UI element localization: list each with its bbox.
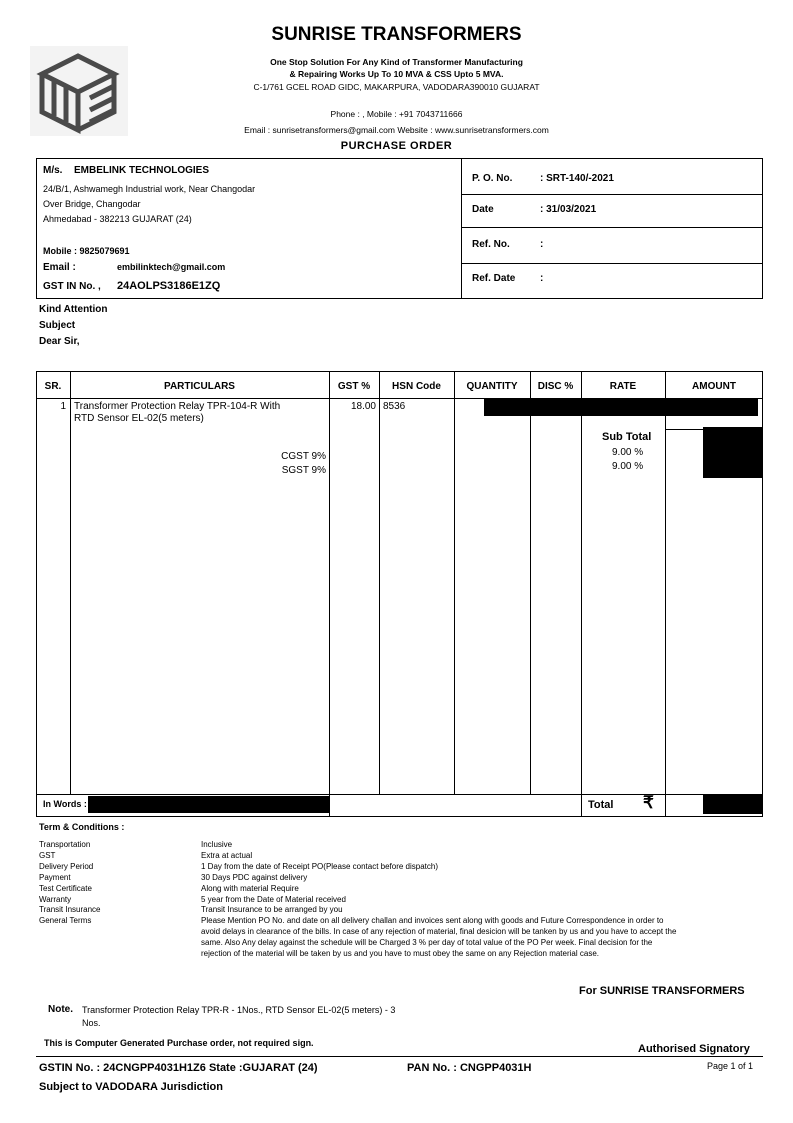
page-number: Page 1 of 1: [707, 1061, 754, 1071]
row-particulars-1: Transformer Protection Relay TPR-104-R With: [74, 401, 281, 412]
gstin-number: GSTIN No. : 24CNGPP4031H1Z6 State :GUJARAT (24): [39, 1062, 318, 1074]
header-quantity: QUANTITY: [466, 381, 518, 392]
row-gst: 18.00: [350, 401, 376, 412]
company-name: SUNRISE TRANSFORMERS: [271, 24, 522, 45]
po-number-value: : SRT-140/-2021: [540, 173, 614, 184]
general-term-line: avoid delays in clearance of the bills. In case of any rejection of material, final desicion will be tanken by us and you have to accept the: [201, 927, 677, 937]
ref-number-label: Ref. No.: [472, 239, 510, 250]
for-company: For SUNRISE TRANSFORMERS: [579, 985, 745, 997]
vendor-address-1: 24/B/1, Ashwamegh Industrial work, Near Changodar: [43, 184, 256, 194]
col-divider: [665, 371, 666, 817]
term-value: Along with material Require: [201, 883, 299, 893]
vendor-mobile: Mobile : 9825079691: [43, 246, 130, 256]
row-sr: 1: [60, 401, 66, 412]
vendor-order-divider: [461, 158, 462, 299]
note-label: Note.: [48, 1004, 73, 1015]
vendor-address-2: Over Bridge, Changodar: [43, 199, 141, 209]
vendor-prefix: M/s.: [43, 165, 63, 176]
header-sr: SR.: [44, 381, 62, 392]
kind-attention: Kind Attention: [39, 304, 108, 315]
col-divider: [581, 371, 582, 817]
order-row-divider: [461, 227, 763, 228]
term-label: Transit Insurance: [39, 905, 101, 915]
term-label: Payment: [39, 872, 71, 882]
company-phone: Phone : , Mobile : +91 7043711666: [330, 109, 463, 119]
term-label: GST: [39, 850, 56, 860]
general-term-line: same. Also Any delay against the schedule will be Charged 3 % per day of total value of the PO Per week. Final decision for the: [201, 938, 653, 948]
vendor-gst-value: 24AOLPS3186E1ZQ: [117, 280, 221, 292]
term-label: Delivery Period: [39, 861, 94, 871]
in-words-label: In Words :: [43, 799, 87, 809]
total-label: Total: [588, 799, 614, 811]
header-hsn: HSN Code: [392, 381, 441, 392]
terms-labels: [39, 840, 101, 927]
col-divider: [454, 371, 455, 794]
sgst-label: SGST 9%: [281, 465, 326, 476]
redacted-total: [703, 795, 763, 814]
terms-values: [201, 840, 676, 960]
computer-generated-note: This is Computer Generated Purchase order, not required sign.: [44, 1038, 314, 1048]
vendor-order-box: [36, 158, 763, 299]
redacted-in-words: [88, 796, 329, 813]
general-term-line: rejection of the material will be taken by us and you have to must obey the same on any Rejection material case.: [201, 949, 599, 959]
header-rate: RATE: [609, 381, 637, 392]
header-particulars: PARTICULARS: [164, 381, 235, 392]
cgst-rate: 9.00 %: [612, 447, 644, 458]
company-tagline-2: & Repairing Works Up To 10 MVA & CSS Upto 5 MVA.: [289, 69, 504, 79]
term-value: 30 Days PDC against delivery: [201, 872, 308, 882]
items-table: [36, 371, 763, 817]
order-row-divider: [461, 194, 763, 195]
cgst-label: CGST 9%: [281, 451, 326, 462]
po-date-value: : 31/03/2021: [540, 204, 597, 215]
row-particulars-2: RTD Sensor EL-02(5 meters): [74, 413, 204, 424]
header-gst: GST %: [337, 381, 371, 392]
note-line-2: Nos.: [82, 1018, 101, 1028]
term-value: 5 year from the Date of Material received: [201, 894, 346, 904]
term-label: Transportation: [39, 840, 91, 849]
ref-date-value: :: [540, 273, 544, 284]
jurisdiction: Subject to VADODARA Jurisdiction: [39, 1081, 223, 1093]
term-value: 1 Day from the date of Receipt PO(Please contact before dispatch): [201, 861, 439, 871]
ref-number-value: :: [540, 239, 544, 250]
sgst-rate: 9.00 %: [612, 461, 644, 472]
header-disc: DISC %: [537, 381, 574, 392]
vendor-name: EMBELINK TECHNOLOGIES: [74, 165, 210, 176]
vendor-address-3: Ahmedabad - 382213 GUJARAT (24): [43, 214, 192, 224]
note-line-1: Transformer Protection Relay TPR-R - 1Nos., RTD Sensor EL-02(5 meters) - 3: [82, 1005, 396, 1015]
term-label: General Terms: [39, 916, 92, 926]
redacted-amounts: [703, 427, 763, 478]
vendor-email: embilinktech@gmail.com: [117, 262, 226, 272]
document-title: PURCHASE ORDER: [340, 140, 453, 152]
terms-heading: Term & Conditions :: [39, 822, 125, 832]
pan-number: PAN No. : CNGPP4031H: [407, 1062, 532, 1074]
authorised-signatory: Authorised Signatory: [638, 1043, 750, 1055]
subject-label: Subject: [39, 320, 76, 331]
col-divider: [379, 371, 380, 794]
col-divider: [530, 371, 531, 794]
term-value: Transit Insurance to be arranged by you: [201, 905, 343, 915]
company-address: C-1/761 GCEL ROAD GIDC, MAKARPURA, VADODARA390010 GUJARAT: [253, 82, 540, 92]
general-term-line: Please Mention PO No. and date on all delivery challan and invoices sent along with goods and Future Correspondence in order to: [201, 916, 664, 926]
company-tagline-1: One Stop Solution For Any Kind of Transformer Manufacturing: [270, 57, 523, 67]
company-email: Email : sunrisetransformers@gmail.com Website : www.sunrisetransformers.com: [244, 125, 549, 135]
header-amount: AMOUNT: [692, 381, 736, 392]
col-divider: [70, 371, 71, 794]
term-label: Warranty: [39, 894, 72, 904]
redacted-row-values: [484, 398, 758, 416]
vendor-email-label: Email :: [43, 262, 76, 273]
col-divider: [329, 371, 330, 817]
term-label: Test Certificate: [39, 883, 92, 893]
term-value: Inclusive: [201, 840, 233, 849]
order-row-divider: [461, 263, 763, 264]
rupee-icon: ₹: [643, 793, 654, 812]
subtotal-label: Sub Total: [602, 431, 652, 443]
term-value: Extra at actual: [201, 850, 253, 860]
vendor-gst-label: GST IN No. ,: [43, 281, 101, 292]
po-date-label: Date: [472, 204, 494, 215]
footer-divider: [36, 1056, 763, 1057]
row-hsn: 8536: [383, 401, 406, 412]
dear-sir: Dear Sir,: [39, 336, 80, 347]
po-number-label: P. O. No.: [472, 173, 513, 184]
ref-date-label: Ref. Date: [472, 273, 516, 284]
